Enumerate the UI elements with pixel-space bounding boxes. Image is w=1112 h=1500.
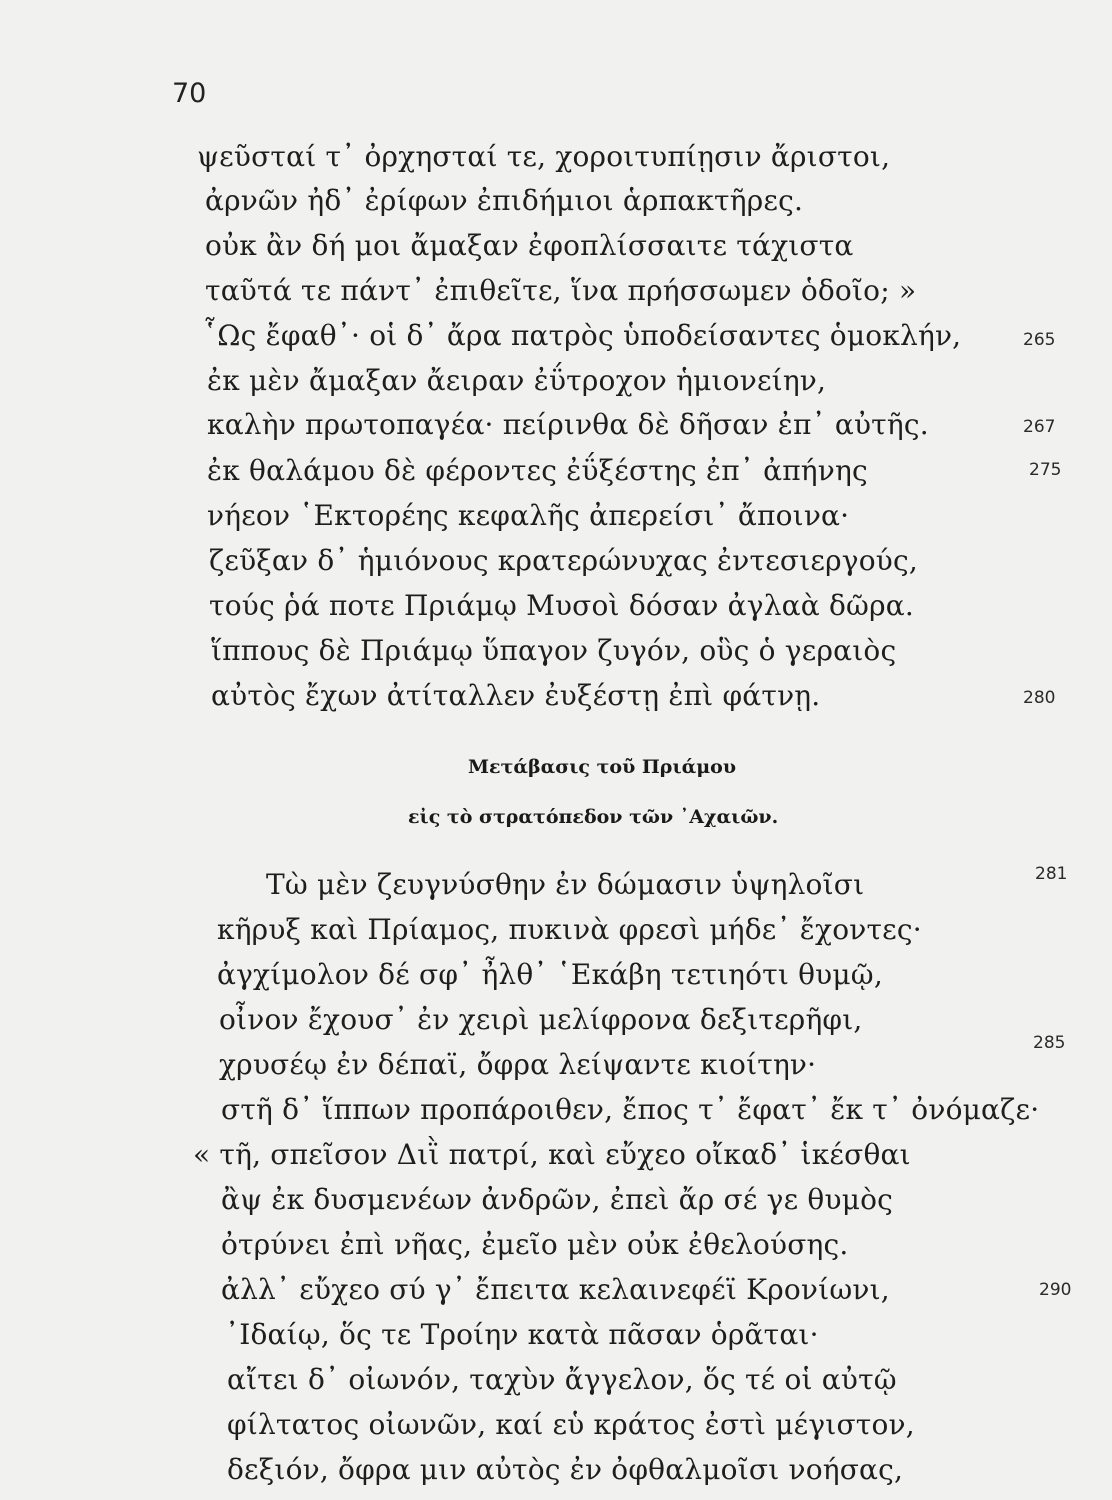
verse-line: χρυσέῳ ἐν δέπαϊ, ὄφρα λείψαντε κιοίτην· [219,1048,817,1081]
verse-line: οἶνον ἔχουσ᾽ ἐν χειρὶ μελίφρονα δεξιτερῆφι, [219,1003,863,1036]
verse-line: κῆρυξ καὶ Πρίαμος, πυκινὰ φρεσὶ μήδε᾽ ἔχοντες· [217,913,922,946]
verse-line: ζεῦξαν δ᾽ ἡμιόνους κρατερώνυχας ἐντεσιεργούς, [209,544,918,577]
verse-line: καλὴν πρωτοπαγέα· πείρινθα δὲ δῆσαν ἐπ᾽ αὐτῆς. [207,408,929,441]
verse-line: ἀρνῶν ἠδ᾽ ἐρίφων ἐπιδήμιοι ἁρπακτῆρες. [205,184,804,217]
verse-line: νήεον ῾Εκτορέης κεφαλῆς ἀπερείσι᾽ ἄποινα· [207,499,850,532]
section-heading-line-1: Μετάβασις τοῦ Πριάμου [468,756,737,778]
line-number: 285 [1033,1033,1066,1053]
verse-line: ἵππους δὲ Πριάμῳ ὕπαγον ζυγόν, οὓς ὁ γεραιὸς [211,634,897,667]
line-number: 290 [1039,1280,1072,1300]
verse-line: ἐκ μὲν ἄμαξαν ἄειραν ἐΰτροχον ἡμιονείην, [207,364,827,397]
line-number: 275 [1029,460,1062,480]
verse-line: ὀτρύνει ἐπὶ νῆας, ἐμεῖο μὲν οὐκ ἐθελούσης. [221,1228,849,1261]
line-number: 267 [1023,417,1056,437]
verse-line: οὐκ ἂν δή μοι ἄμαξαν ἐφοπλίσσαιτε τάχιστα [205,229,854,262]
page-number: 70 [172,78,207,109]
verse-line: « τῆ, σπεῖσον Διῒ πατρί, καὶ εὔχεο οἴκαδ᾽ ἱκέσθαι [193,1138,911,1171]
verse-line: ἐκ θαλάμου δὲ φέροντες ἐΰξέστης ἐπ᾽ ἀπήνης [207,454,868,487]
verse-line: ᾽Ιδαίῳ, ὅς τε Τροίην κατὰ πᾶσαν ὁρᾶται· [225,1318,819,1351]
line-number: 281 [1035,864,1068,884]
verse-line: αἴτει δ᾽ οἰωνόν, ταχὺν ἄγγελον, ὅς τέ οἱ αὐτῷ [227,1363,897,1396]
verse-line: φίλτατος οἰωνῶν, καί εὑ κράτος ἐστὶ μέγιστον, [227,1408,915,1441]
verse-line: ἂψ ἐκ δυσμενέων ἀνδρῶν, ἐπεὶ ἄρ σέ γε θυμὸς [221,1183,894,1216]
verse-line: ἀλλ᾽ εὔχεο σύ γ᾽ ἔπειτα κελαινεφέϊ Κρονίωνι, [221,1273,890,1306]
verse-line: ψεῦσταί τ᾽ ὀρχησταί τε, χοροιτυπίῃσιν ἄριστοι, [197,140,891,173]
verse-line: τούς ῥά ποτε Πριάμῳ Μυσοὶ δόσαν ἀγλαὰ δῶρα. [209,589,914,622]
verse-line: Τὼ μὲν ζευγνύσθην ἐν δώμασιν ὑψηλοῖσι [266,868,865,901]
line-number: 280 [1023,688,1056,708]
verse-line: ῟Ως ἔφαθ᾽· οἱ δ᾽ ἄρα πατρὸς ὑποδείσαντες ὁμοκλήν, [203,319,962,352]
verse-line: στῆ δ᾽ ἵππων προπάροιθεν, ἔπος τ᾽ ἔφατ᾽ ἔκ τ᾽ ὀνόμαζε· [221,1093,1040,1126]
section-heading-line-2: εἰς τὸ στρατόπεδον τῶν ᾿Αχαιῶν. [408,806,779,828]
verse-line: ταῦτά τε πάντ᾽ ἐπιθεῖτε, ἵνα πρήσσωμεν ὁδοῖο; » [205,274,917,307]
verse-line: αὐτὸς ἔχων ἀτίταλλεν ἐυξέστῃ ἐπὶ φάτνῃ. [211,679,821,712]
line-number: 265 [1023,330,1056,350]
verse-line: δεξιόν, ὄφρα μιν αὐτὸς ἐν ὀφθαλμοῖσι νοήσας, [227,1453,904,1486]
verse-line: ἀγχίμολον δέ σφ᾽ ἦλθ᾽ ῾Εκάβη τετιηότι θυμῷ, [217,958,883,991]
